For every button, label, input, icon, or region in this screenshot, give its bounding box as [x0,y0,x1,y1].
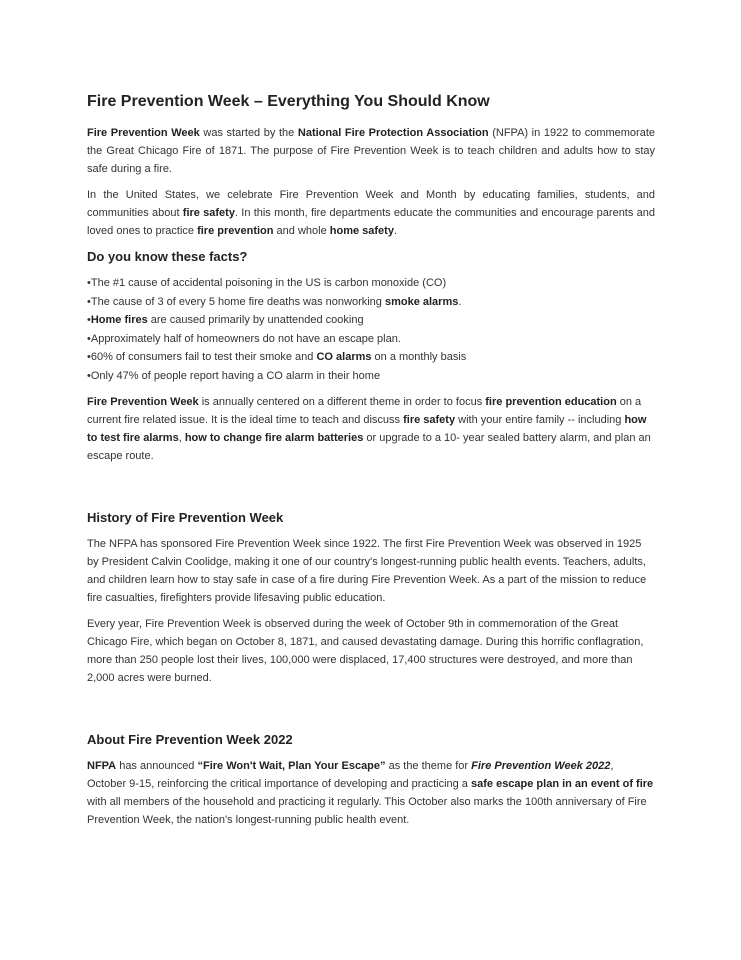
bold-text: Fire Prevention Week [87,127,200,139]
intro-paragraph-1: Fire Prevention Week was started by the National Fire Protection Association (NFPA) in 1922 to commemorate the Great Chicago Fire of 1871. The purpose of Fire Prevention Week is to teach children and adults how to stay safe during a fire. [87,127,655,175]
page-title: Fire Prevention Week – Everything You Should Know [87,93,490,110]
bold-text: fire prevention [197,225,274,237]
list-item: •Approximately half of homeowners do not have an escape plan. [87,332,401,345]
history-heading: History of Fire Prevention Week [87,510,284,525]
bullet-icon: • [87,314,91,326]
bold-text: fire safety [403,414,456,426]
list-item: •Only 47% of people report having a CO alarm in their home [87,369,381,382]
bold-text: Fire Prevention Week [87,396,199,408]
bold-text: safe escape plan in an event of fire [471,778,654,790]
about-paragraph: NFPA has announced “Fire Won't Wait, Plan Your Escape” as the theme for Fire Prevention Week 2022, October 9-15, reinforcing the critical importance of developing and practicing a safe escape plan in an event of fire with all members of the household and practicing it regularly. This October also marks the 100th anniversary of Fire Prevention Week, the nation's longest-running public health event. [87,760,654,826]
intro-paragraph-2: In the United States, we celebrate Fire Prevention Week and Month by educating families, students, and communities about fire safety. In this month, fire departments educate the communities and encourage parents and loved ones to practice fire prevention and whole home safety. [87,189,655,237]
history-paragraph-2: Every year, Fire Prevention Week is observed during the week of October 9th in commemoration of the Great Chicago Fire, which began on October 8, 1871, and caused devastating damage. During this horrific conflagration, more than 250 people lost their lives, 100,000 were displaced, 17,400 structures were destroyed, and more than 2,000 acres were burned. [87,618,644,684]
facts-closing-paragraph: Fire Prevention Week is annually centered on a different theme in order to focus fire prevention education on a current fire related issue. It is the ideal time to teach and discuss fire safety with your entire family -- including how to test fire alarms, how to change fire alarm batteries or upgrade to a 10- year sealed battery alarm, and plan an escape route. [87,396,651,462]
list-item: •60% of consumers fail to test their smoke and CO alarms on a monthly basis [87,351,467,363]
bold-text: fire prevention education [485,396,617,408]
bold-italic-text: Fire Prevention Week 2022 [471,760,611,772]
document-body [87,92,655,837]
section-spacer [87,473,655,509]
bold-text: “Fire Won't Wait, Plan Your Escape” [197,760,386,772]
list-item: •The cause of 3 of every 5 home fire deaths was nonworking smoke alarms. [87,295,462,308]
bold-text: fire safety [182,207,235,219]
about-heading: About Fire Prevention Week 2022 [87,732,293,747]
bold-text: National Fire Protection Association [297,127,489,139]
bullet-icon: • [87,277,91,289]
bullet-icon: • [87,332,91,345]
bullet-icon: • [87,369,91,382]
facts-list [87,274,655,385]
bullet-icon: • [87,295,91,308]
list-item: •The #1 cause of accidental poisoning in the US is carbon monoxide (CO) [87,277,447,289]
bold-text: home safety [329,225,394,237]
bold-text: how to change fire alarm batteries [184,432,364,444]
bold-text: NFPA [87,760,117,772]
history-paragraph-1: The NFPA has sponsored Fire Prevention Week since 1922. The first Fire Prevention Week was observed in 1925 by President Calvin Coolidge, making it one of our country's longest-running public health events. Teachers, adults, and children learn how to stay safe in case of a fire during Fire Prevention Week. As a part of the mission to reduce fire casualties, firefighters provide lifesaving public education. [87,538,647,604]
bold-text: how to test fire alarms [87,414,647,444]
section-spacer [87,695,655,731]
bullet-icon: • [87,351,91,363]
facts-heading: Do you know these facts? [87,249,248,264]
list-item: •Home fires are caused primarily by unattended cooking [87,314,364,326]
